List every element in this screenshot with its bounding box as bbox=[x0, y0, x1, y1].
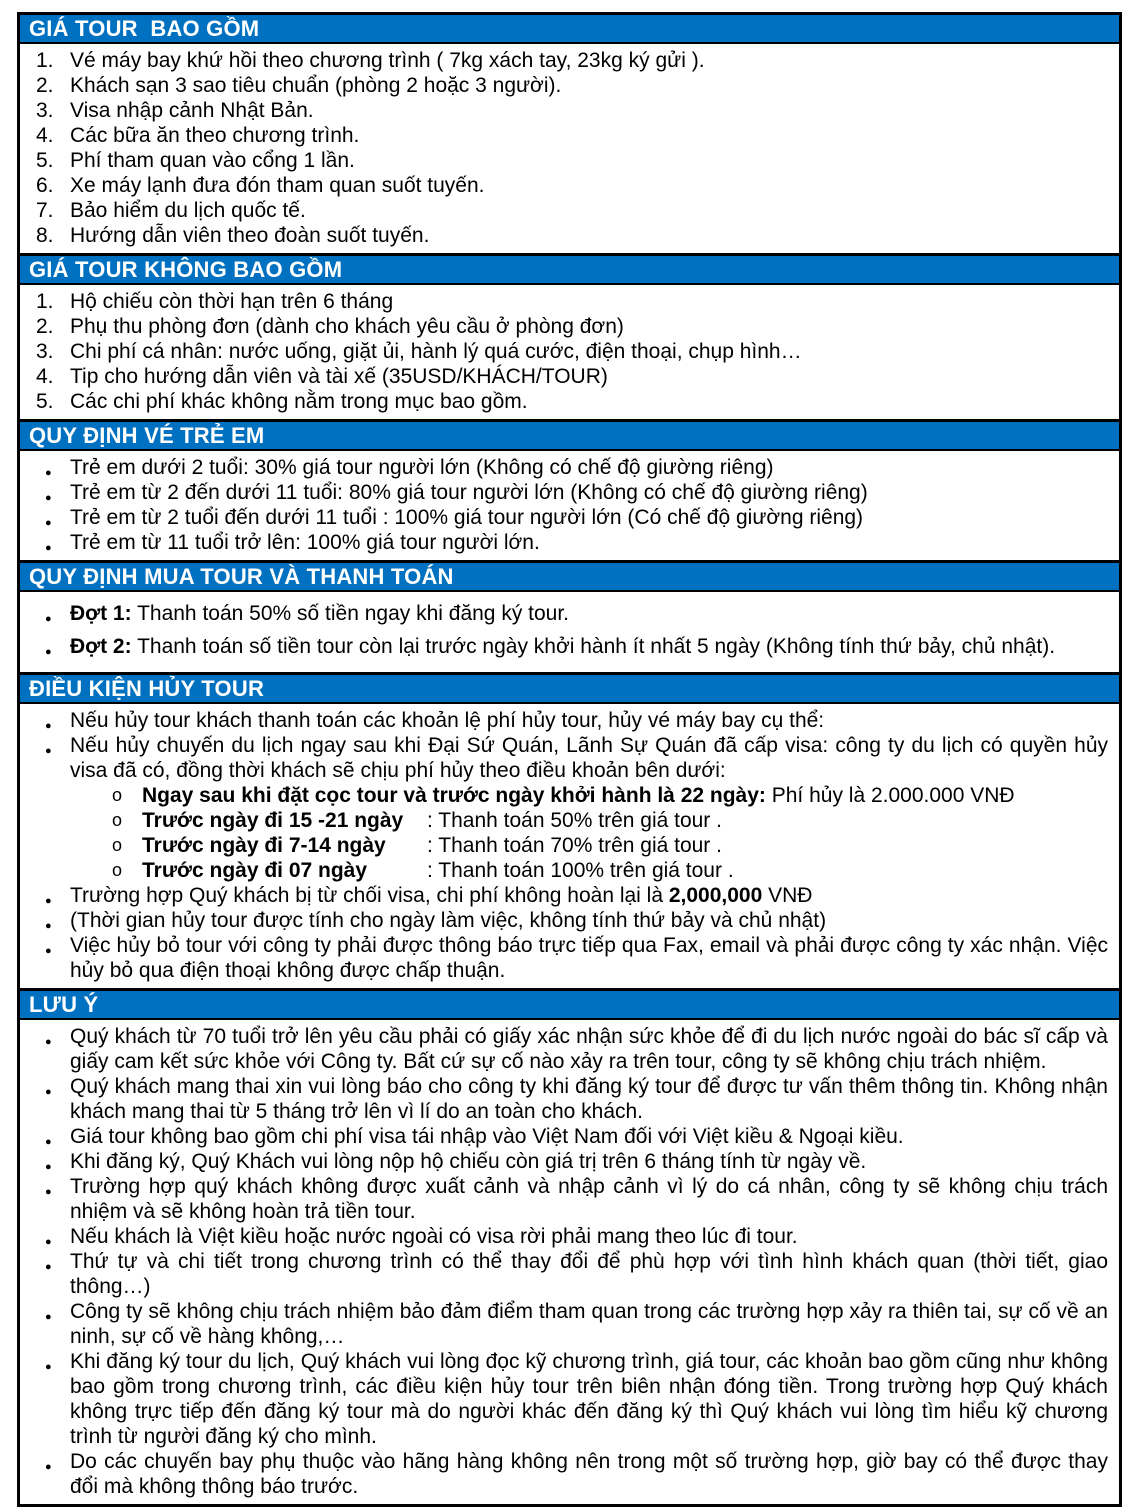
list-item-text bbox=[142, 809, 722, 832]
text-run: Phí tham quan vào cổng 1 lần. bbox=[70, 149, 355, 172]
text-run: : Thanh toán 50% trên giá tour . bbox=[427, 809, 722, 832]
list-item-text bbox=[70, 124, 359, 147]
list-item bbox=[20, 223, 1111, 248]
list-item-text bbox=[70, 934, 1108, 982]
circle-bullet-icon: o bbox=[112, 835, 123, 855]
list-item bbox=[20, 389, 1111, 414]
list-item-text bbox=[70, 1300, 1108, 1348]
circle-bullet-icon: o bbox=[112, 860, 123, 880]
section-1 bbox=[20, 256, 1119, 422]
list-item bbox=[20, 634, 1111, 659]
bullet-icon: ● bbox=[45, 646, 52, 658]
list-item-text bbox=[70, 1125, 904, 1148]
text-run: Hướng dẫn viên theo đoàn suốt tuyến. bbox=[70, 224, 430, 247]
text-run: Phí hủy là 2.000.000 VNĐ bbox=[765, 784, 1015, 807]
list-item-text bbox=[70, 1225, 798, 1248]
section-header bbox=[20, 256, 1119, 285]
list-item bbox=[20, 1349, 1111, 1449]
list-item-text bbox=[70, 1450, 1108, 1498]
text-run: Quý khách từ 70 tuổi trở lên yêu cầu phải có giấy xác nhận sức khỏe để đi du lịch nước ngoài do bác sĩ cấp và giấy cam kết sức khỏe với Công ty. Bất cứ sự cố nào xảy ra trên tour, công ty sẽ không chịu trách nhiệm. bbox=[70, 1025, 1108, 1073]
section-5 bbox=[20, 991, 1119, 1504]
list-item-text bbox=[70, 99, 314, 122]
list-item bbox=[20, 1124, 1111, 1149]
list-item bbox=[20, 314, 1111, 339]
list-item bbox=[20, 480, 1111, 505]
number-marker: 6. bbox=[36, 174, 54, 197]
bullet-icon: ● bbox=[45, 1311, 52, 1323]
list-item bbox=[20, 883, 1111, 908]
text-run: Xe máy lạnh đưa đón tham quan suốt tuyến. bbox=[70, 174, 485, 197]
bullet-icon: ● bbox=[45, 1361, 52, 1373]
bullet-icon: ● bbox=[45, 1186, 52, 1198]
list-item bbox=[20, 1249, 1111, 1299]
list-item-text bbox=[70, 1025, 1108, 1073]
list-item-text bbox=[70, 602, 569, 625]
list-item-text bbox=[142, 834, 722, 857]
aligned-bold-label: Trước ngày đi 7-14 ngày bbox=[142, 834, 386, 857]
number-marker: 1. bbox=[36, 290, 54, 313]
section-title: LƯU Ý bbox=[29, 992, 99, 1017]
list-item-text bbox=[70, 174, 485, 197]
section-4 bbox=[20, 675, 1119, 991]
list-item bbox=[20, 98, 1111, 123]
text-run: Trẻ em từ 2 đến dưới 11 tuổi: 80% giá tour người lớn (Không có chế độ giường riêng) bbox=[70, 481, 868, 504]
section-body bbox=[20, 592, 1119, 675]
circle-bullet-icon: o bbox=[112, 785, 123, 805]
text-run: Bảo hiểm du lịch quốc tế. bbox=[70, 199, 306, 222]
section-2 bbox=[20, 422, 1119, 563]
list-item-text bbox=[70, 456, 774, 479]
list-item bbox=[20, 73, 1111, 98]
bullet-icon: ● bbox=[45, 720, 52, 732]
list-item-text bbox=[70, 481, 868, 504]
section-body bbox=[20, 1020, 1119, 1504]
text-run: Vé máy bay khứ hồi theo chương trình ( 7kg xách tay, 23kg ký gửi ). bbox=[70, 49, 705, 72]
list-item-text bbox=[70, 224, 429, 247]
list-item bbox=[20, 858, 1111, 883]
list-item bbox=[20, 1024, 1111, 1074]
bullet-icon: ● bbox=[45, 920, 52, 932]
text-run: Việc hủy bỏ tour với công ty phải được thông báo trực tiếp qua Fax, email và phải được công ty xác nhận. Việc hủy bỏ qua điện thoại không được chấp thuận. bbox=[70, 934, 1108, 982]
list-item-text bbox=[70, 365, 608, 388]
list-item bbox=[20, 173, 1111, 198]
bold-text-run: 2,000,000 bbox=[668, 884, 763, 907]
bullet-icon: ● bbox=[45, 745, 52, 757]
list-item bbox=[20, 933, 1111, 983]
section-0 bbox=[20, 15, 1119, 256]
text-run: Do các chuyến bay phụ thuộc vào hãng hàng không nên trong một số trường hợp, giờ bay có thể được thay đổi mà không thông báo trước. bbox=[70, 1450, 1108, 1498]
text-run: Quý khách mang thai xin vui lòng báo cho công ty khi đăng ký tour để được tư vấn thêm thông tin. Không nhận khách mang thai từ 5 tháng trở lên vì lí do an toàn cho khách. bbox=[70, 1075, 1108, 1123]
text-run: Trẻ em dưới 2 tuổi: 30% giá tour người lớn (Không có chế độ giường riêng) bbox=[70, 456, 774, 479]
list-item bbox=[20, 505, 1111, 530]
bold-text-run: Đợt 2: bbox=[70, 635, 132, 658]
list-item bbox=[20, 339, 1111, 364]
list-item bbox=[20, 148, 1111, 173]
section-title: ĐIỀU KIỆN HỦY TOUR bbox=[29, 676, 265, 701]
list-item bbox=[20, 198, 1111, 223]
text-run: : Thanh toán 70% trên giá tour . bbox=[427, 834, 722, 857]
bullet-icon: ● bbox=[45, 517, 52, 529]
list-item bbox=[20, 289, 1111, 314]
list-item bbox=[20, 530, 1111, 555]
list-item-text bbox=[70, 49, 705, 72]
bullet-icon: ● bbox=[45, 613, 52, 625]
text-run: Giá tour không bao gồm chi phí visa tái nhập vào Việt Nam đối với Việt kiều & Ngoại kiều. bbox=[70, 1125, 904, 1148]
number-marker: 4. bbox=[36, 124, 54, 147]
text-run: Khách sạn 3 sao tiêu chuẩn (phòng 2 hoặc 3 người). bbox=[70, 74, 562, 97]
text-run: Trường hợp Quý khách bị từ chối visa, chi phí không hoàn lại là bbox=[70, 884, 669, 907]
bullet-icon: ● bbox=[45, 542, 52, 554]
list-item bbox=[20, 1449, 1111, 1499]
list-item-text bbox=[70, 74, 561, 97]
bullet-icon: ● bbox=[45, 1086, 52, 1098]
list-item-text bbox=[70, 909, 826, 932]
list-item bbox=[20, 1074, 1111, 1124]
section-header bbox=[20, 422, 1119, 451]
bullet-icon: ● bbox=[45, 1036, 52, 1048]
list-item bbox=[20, 48, 1111, 73]
text-run: Tip cho hướng dẫn viên và tài xế (35USD/KHÁCH/TOUR) bbox=[70, 365, 608, 388]
list-item-text bbox=[70, 1250, 1108, 1298]
section-title: GIÁ TOUR KHÔNG BAO GỒM bbox=[29, 257, 343, 282]
bold-text-run: Đợt 1: bbox=[70, 602, 132, 625]
list-item bbox=[20, 833, 1111, 858]
list-item-text bbox=[70, 390, 528, 413]
list-item bbox=[20, 708, 1111, 733]
list-item bbox=[20, 364, 1111, 389]
text-run: Thanh toán 50% số tiền ngay khi đăng ký tour. bbox=[131, 602, 570, 625]
number-marker: 2. bbox=[36, 74, 54, 97]
aligned-bold-label: Trước ngày đi 07 ngày bbox=[142, 859, 368, 882]
bullet-icon: ● bbox=[45, 895, 52, 907]
number-marker: 5. bbox=[36, 390, 54, 413]
list-item bbox=[20, 808, 1111, 833]
section-body bbox=[20, 285, 1119, 422]
list-item bbox=[20, 123, 1111, 148]
section-title: QUY ĐỊNH MUA TOUR VÀ THANH TOÁN bbox=[29, 564, 454, 589]
bullet-icon: ● bbox=[45, 945, 52, 957]
text-run: (Thời gian hủy tour được tính cho ngày làm việc, không tính thứ bảy và chủ nhật) bbox=[70, 909, 827, 932]
text-run: Trường hợp quý khách không được xuất cảnh và nhập cảnh vì lý do cá nhân, công ty sẽ không chịu trách nhiệm và sẽ không hoàn trả tiền tour. bbox=[70, 1175, 1108, 1223]
text-run: : Thanh toán 100% trên giá tour . bbox=[427, 859, 734, 882]
list-item-text bbox=[70, 531, 540, 554]
list-item-text bbox=[70, 315, 624, 338]
list-item bbox=[20, 455, 1111, 480]
text-run: Khi đăng ký, Quý Khách vui lòng nộp hộ chiếu còn giá trị trên 6 tháng tính từ ngày về. bbox=[70, 1150, 867, 1173]
list-item-text bbox=[70, 506, 863, 529]
text-run: Nếu hủy chuyến du lịch ngay sau khi Đại Sứ Quán, Lãnh Sự Quán đã cấp visa: công ty du lịch có quyền hủy visa đã có, đồng thời khách sẽ chịu phí hủy theo điều khoản bên dưới: bbox=[70, 734, 1108, 782]
list-item bbox=[20, 601, 1111, 626]
list-item-text bbox=[70, 340, 802, 363]
list-item-text bbox=[70, 290, 393, 313]
list-item bbox=[20, 1299, 1111, 1349]
list-item-text bbox=[142, 859, 734, 882]
text-run: Các bữa ăn theo chương trình. bbox=[70, 124, 360, 147]
list-item bbox=[20, 908, 1111, 933]
bullet-icon: ● bbox=[45, 1161, 52, 1173]
list-item-text bbox=[142, 784, 1015, 807]
list-item-text bbox=[70, 1150, 866, 1173]
list-item bbox=[20, 1149, 1111, 1174]
text-run: Nếu khách là Việt kiều hoặc nước ngoài có visa rời phải mang theo lúc đi tour. bbox=[70, 1225, 798, 1248]
section-body bbox=[20, 704, 1119, 991]
section-title: QUY ĐỊNH VÉ TRẺ EM bbox=[29, 423, 265, 448]
number-marker: 3. bbox=[36, 99, 54, 122]
number-marker: 3. bbox=[36, 340, 54, 363]
section-header bbox=[20, 563, 1119, 592]
number-marker: 1. bbox=[36, 49, 54, 72]
bullet-icon: ● bbox=[45, 1461, 52, 1473]
list-item-text bbox=[70, 709, 824, 732]
bullet-icon: ● bbox=[45, 1236, 52, 1248]
list-item bbox=[20, 1224, 1111, 1249]
section-header bbox=[20, 991, 1119, 1020]
section-body bbox=[20, 451, 1119, 563]
section-header bbox=[20, 675, 1119, 704]
list-item bbox=[20, 1174, 1111, 1224]
bullet-icon: ● bbox=[45, 1261, 52, 1273]
list-item-text bbox=[70, 884, 812, 907]
text-run: Trẻ em từ 11 tuổi trở lên: 100% giá tour người lớn. bbox=[70, 531, 540, 554]
list-item bbox=[20, 783, 1111, 808]
list-item-text bbox=[70, 734, 1108, 782]
list-item bbox=[20, 733, 1111, 783]
text-run: Nếu hủy tour khách thanh toán các khoản lệ phí hủy tour, hủy vé máy bay cụ thể: bbox=[70, 709, 825, 732]
text-run: Công ty sẽ không chịu trách nhiệm bảo đảm điểm tham quan trong các trường hợp xảy ra thiên tai, sự cố về an ninh, sự cố về hàng không,… bbox=[70, 1300, 1108, 1348]
text-run: Thứ tự và chi tiết trong chương trình có thể thay đổi để phù hợp với tình hình khách quan (thời tiết, giao thông…) bbox=[70, 1250, 1108, 1298]
text-run: Hộ chiếu còn thời hạn trên 6 tháng bbox=[70, 290, 394, 313]
number-marker: 2. bbox=[36, 315, 54, 338]
tour-conditions-document bbox=[17, 12, 1122, 1507]
number-marker: 4. bbox=[36, 365, 54, 388]
number-marker: 7. bbox=[36, 199, 54, 222]
list-item-text bbox=[70, 1350, 1108, 1448]
section-title: GIÁ TOUR BAO GỒM bbox=[29, 16, 260, 41]
list-item-text bbox=[70, 199, 306, 222]
text-run: Visa nhập cảnh Nhật Bản. bbox=[70, 99, 314, 122]
number-marker: 5. bbox=[36, 149, 54, 172]
bold-text-run: Ngay sau khi đặt cọc tour và trước ngày khởi hành là 22 ngày: bbox=[142, 784, 766, 807]
number-marker: 8. bbox=[36, 224, 54, 247]
bullet-icon: ● bbox=[45, 467, 52, 479]
section-body bbox=[20, 44, 1119, 256]
circle-bullet-icon: o bbox=[112, 810, 123, 830]
text-run: Phụ thu phòng đơn (dành cho khách yêu cầu ở phòng đơn) bbox=[70, 315, 624, 338]
text-run: Khi đăng ký tour du lịch, Quý khách vui lòng đọc kỹ chương trình, giá tour, các khoản bao gồm cũng như không bao gồm trong chương trình, các điều kiện hủy tour trên biên nhận đóng tiền. Trong trường hợp Quý khách không trực tiếp đến đăng ký tour mà do người khác đến đăng ký thì Quý khách vui lòng tìm hiểu kỹ chương trình từ người đăng ký cho mình. bbox=[70, 1350, 1108, 1448]
list-item-text bbox=[70, 1175, 1108, 1223]
bullet-icon: ● bbox=[45, 492, 52, 504]
bullet-icon: ● bbox=[45, 1136, 52, 1148]
list-item-text bbox=[70, 1075, 1108, 1123]
text-run: Thanh toán số tiền tour còn lại trước ngày khởi hành ít nhất 5 ngày (Không tính thứ bảy, chủ nhật). bbox=[131, 635, 1056, 658]
section-3 bbox=[20, 563, 1119, 675]
text-run: Chi phí cá nhân: nước uống, giặt ủi, hành lý quá cước, điện thoại, chụp hình… bbox=[70, 340, 802, 363]
list-item-text bbox=[70, 149, 355, 172]
list-item-text bbox=[70, 635, 1055, 658]
text-run: VNĐ bbox=[762, 884, 813, 907]
section-header bbox=[20, 15, 1119, 44]
aligned-bold-label: Trước ngày đi 15 -21 ngày bbox=[142, 809, 404, 832]
text-run: Trẻ em từ 2 tuổi đến dưới 11 tuổi : 100% giá tour người lớn (Có chế độ giường riêng) bbox=[70, 506, 864, 529]
text-run: Các chi phí khác không nằm trong mục bao gồm. bbox=[70, 390, 528, 413]
